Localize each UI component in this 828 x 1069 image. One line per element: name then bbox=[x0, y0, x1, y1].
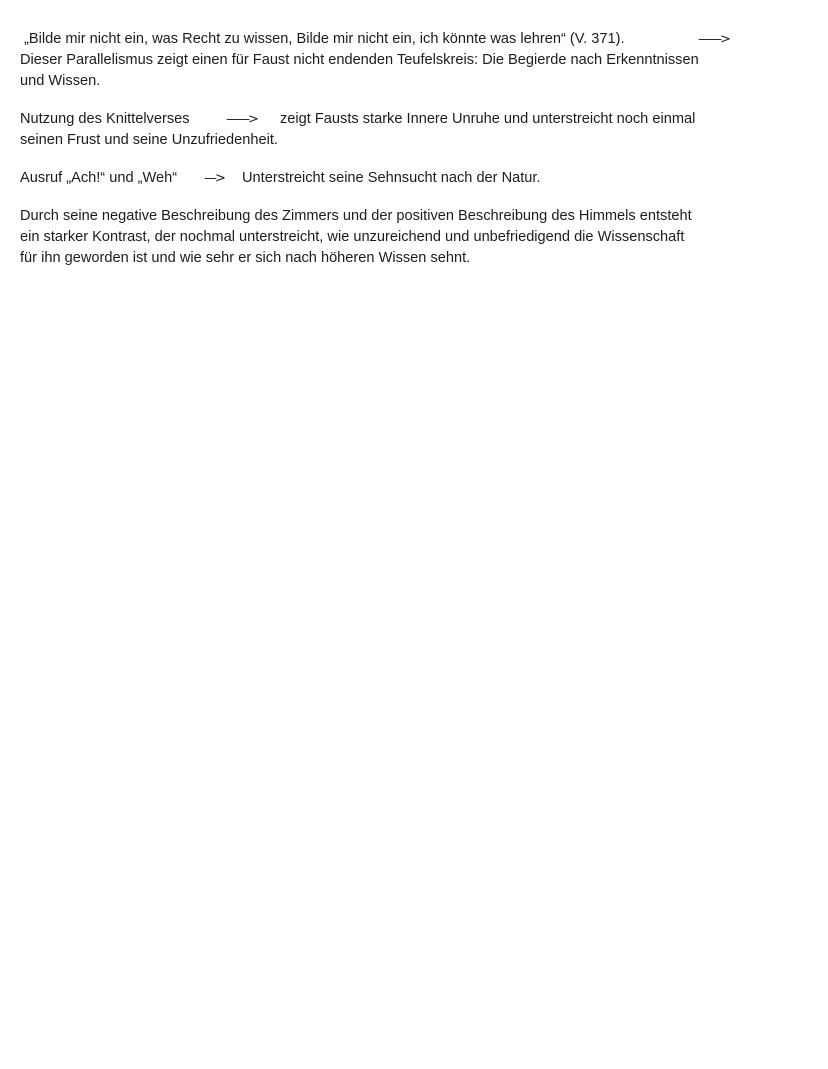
arrow-right-icon: —> bbox=[204, 171, 224, 186]
paragraph-knittelvers bbox=[20, 109, 780, 151]
paragraph-quote-analysis bbox=[20, 29, 780, 92]
ausruf-lead: Ausruf „Ach!“ und „Weh“ bbox=[20, 170, 178, 186]
paragraph-ausruf bbox=[20, 168, 780, 189]
paragraph-line: für ihn geworden ist und wie sehr er sich nach höheren Wissen sehnt. bbox=[20, 250, 471, 266]
arrow-right-icon: ——> bbox=[698, 32, 729, 47]
knittelvers-line bbox=[20, 109, 780, 130]
knittelvers-lead: Nutzung des Knittelverses bbox=[20, 111, 190, 127]
ausruf-line bbox=[20, 168, 780, 189]
paragraph-line: Durch seine negative Beschreibung des Zimmers und der positiven Beschreibung des Himmels entsteht bbox=[20, 208, 692, 224]
ausruf-trail: Unterstreicht seine Sehnsucht nach der Natur. bbox=[242, 170, 541, 186]
quote-text: „Bilde mir nicht ein, was Recht zu wissen, Bilde mir nicht ein, ich könnte was lehren“ (V. 371). bbox=[24, 31, 625, 47]
knittelvers-trail: zeigt Fausts starke Innere Unruhe und unterstreicht noch einmal bbox=[280, 111, 696, 127]
paragraph-line: seinen Frust und seine Unzufriedenheit. bbox=[20, 132, 278, 148]
paragraph-line: ein starker Kontrast, der nochmal unterstreicht, wie unzureichend und unbefriedigend die Wissenschaft bbox=[20, 229, 685, 245]
quote-line bbox=[20, 29, 780, 50]
paragraph-kontrast bbox=[20, 206, 780, 269]
paragraph-line: und Wissen. bbox=[20, 73, 101, 89]
arrow-right-icon: ——> bbox=[226, 112, 257, 127]
paragraph-line: Dieser Parallelismus zeigt einen für Faust nicht endenden Teufelskreis: Die Begierde nach Erkenntnissen bbox=[20, 52, 699, 68]
